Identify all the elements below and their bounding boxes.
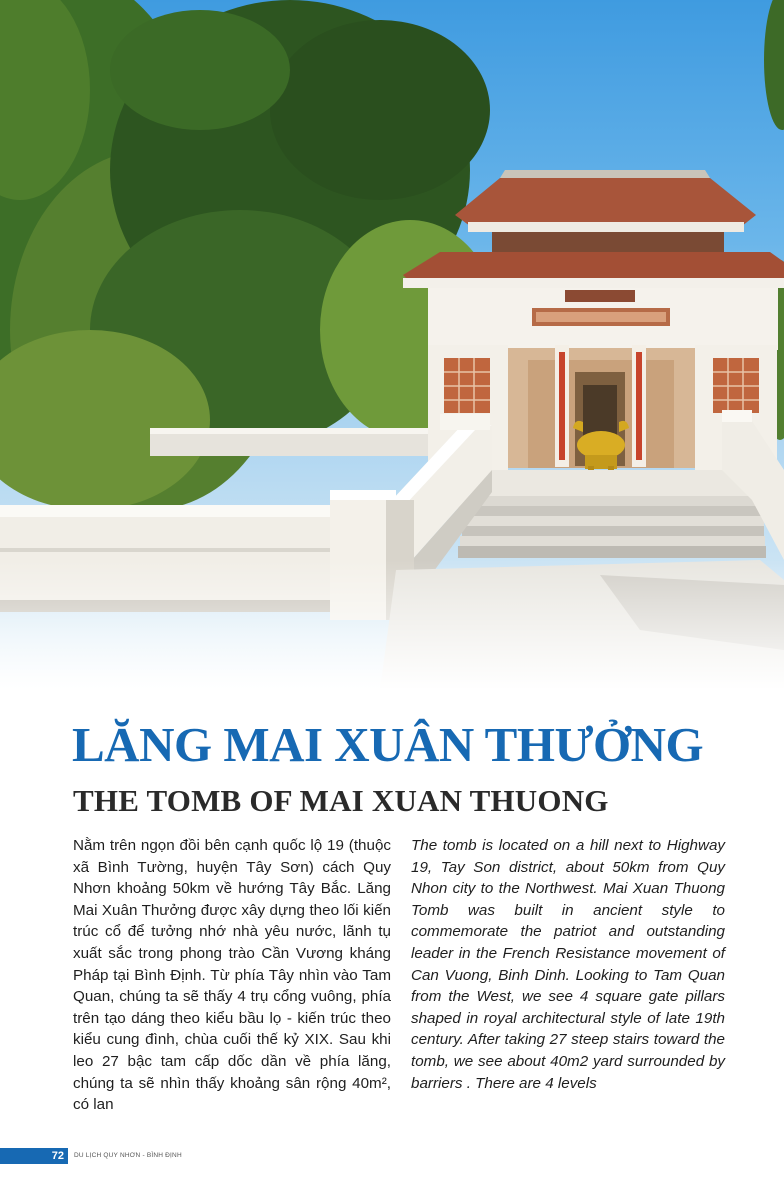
body-column-vietnamese [73, 835, 391, 1116]
body-column-english [411, 835, 725, 1094]
page-title: LĂNG MAI XUÂN THƯỞNG [72, 717, 704, 772]
back-wall [150, 428, 470, 456]
page-subtitle: THE TOMB OF MAI XUAN THUONG [73, 783, 609, 818]
publication-name: DU LỊCH QUY NHƠN - BÌNH ĐỊNH [74, 1152, 182, 1159]
page-footer [0, 1148, 784, 1164]
body-text-vi: Nằm trên ngọn đồi bên cạnh quốc lộ 19 (thuộc xã Bình Tường, huyện Tây Sơn) cách Quy Nhơn khoảng 50km về hướng Tây Bắc. Lăng Mai Xuân Thưởng được xây dựng theo lối kiến trúc cổ để tưởng nhớ nhà yêu nước, lãnh tụ xuất sắc trong phong trào Cần Vương kháng Pháp tại Bình Định. Từ phía Tây nhìn vào Tam Quan, chúng ta sẽ thấy 4 trụ cổng vuông, phía trên tạo dáng theo kiểu bầu lọ - kiến trúc theo kiểu cung đình, chùa cuối thế kỷ XIX. Sau khi leo 27 bậc tam cấp dốc dần về phía lăng, chúng ta sẽ nhìn thấy khoảng sân rộng 40m², có lan [73, 837, 391, 1114]
stairs [455, 470, 770, 558]
body-text-en: The tomb is located on a hill next to Highway 19, Tay Son district, about 50km from Quy Nhon city to the Northwest. Mai Xuan Thuong Tomb was built in ancient style to commemorate the patriot and outstanding leader in the French Resistance movement of Can Vuong, Binh Dinh. Looking to Tam Quan from the West, we see 4 square gate pillars shaped in royal architectural style of late 19th century. After taking 27 steep stairs toward the tomb, we see about 40m2 yard surrounded by barriers . There are 4 levels [411, 837, 725, 1092]
page-number: 72 [51, 1150, 64, 1162]
photo-fade [0, 560, 784, 690]
